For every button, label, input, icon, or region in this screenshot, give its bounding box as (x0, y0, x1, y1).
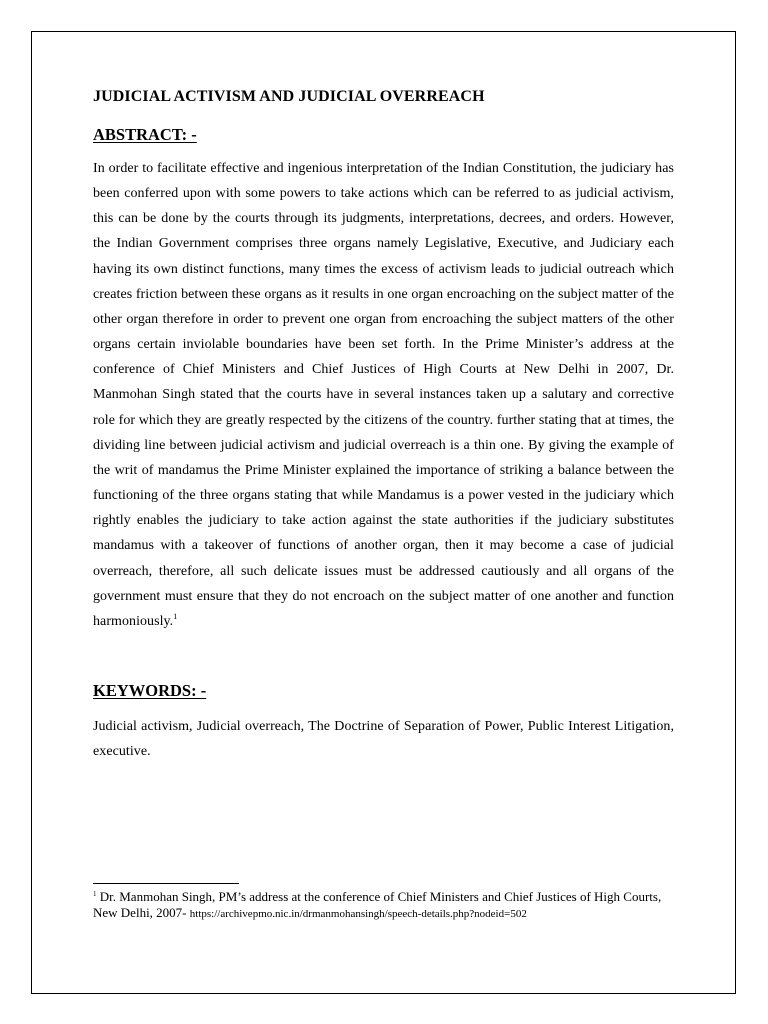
abstract-paragraph (93, 156, 674, 634)
footnote-number: 1 (93, 890, 97, 898)
footnote-text: Dr. Manmohan Singh, PM’s address at the conference of Chief Ministers and Chief Justices of High Courts, New Delhi, 2007- (93, 889, 662, 920)
keywords-text: Judicial activism, Judicial overreach, The Doctrine of Separation of Power, Public Interest Litigation, executive. (93, 718, 674, 759)
footnote-reference: 1 (173, 611, 178, 621)
abstract-heading: ABSTRACT: - (93, 125, 197, 144)
footnote (93, 889, 668, 922)
document-title: JUDICIAL ACTIVISM AND JUDICIAL OVERREACH (93, 88, 485, 105)
footnote-url: https://archivepmo.nic.in/drmanmohansingh/speech-details.php?nodeid=502 (189, 908, 527, 920)
keywords-heading: KEYWORDS: - (93, 680, 207, 700)
abstract-text: In order to facilitate effective and ingenious interpretation of the Indian Constitution, the judiciary has been conferred upon with some powers to take actions which can be referred to as judicial activism, this can be done by the courts through its judgments, interpretations, decrees, and orders. However, the Indian Government comprises three organs namely Legislative, Executive, and Judiciary each having its own distinct functions, many times the excess of activism leads to judicial outreach which creates friction between these organs as it results in one organ encroaching on the subject matter of the other organ therefore in order to prevent one organ from encroaching the subject matters of the other organs certain inviolable boundaries have been set forth. In the Prime Minister’s address at the conference of Chief Ministers and Chief Justices of High Courts at New Delhi in 2007, Dr. Manmohan Singh stated that the courts have in several instances taken up a salutary and corrective role for which they are greatly respected by the citizens of the country. further stating that at times, the dividing line between judicial activism and judicial overreach is a thin one. By giving the example of the writ of mandamus the Prime Minister explained the importance of striking a balance between the functioning of the three organs stating that while Mandamus is a power vested in the judiciary which rightly enables the judiciary to take action against the state authorities if the judiciary substitutes mandamus with a takeover of functions of another organ, then it may become a case of judicial overreach, therefore, all such delicate issues must be addressed cautiously and all organs of the government must ensure that they do not encroach on the subject matter of one another and function harmoniously. (93, 161, 674, 629)
document-body (93, 84, 674, 764)
footnote-separator (93, 883, 239, 884)
